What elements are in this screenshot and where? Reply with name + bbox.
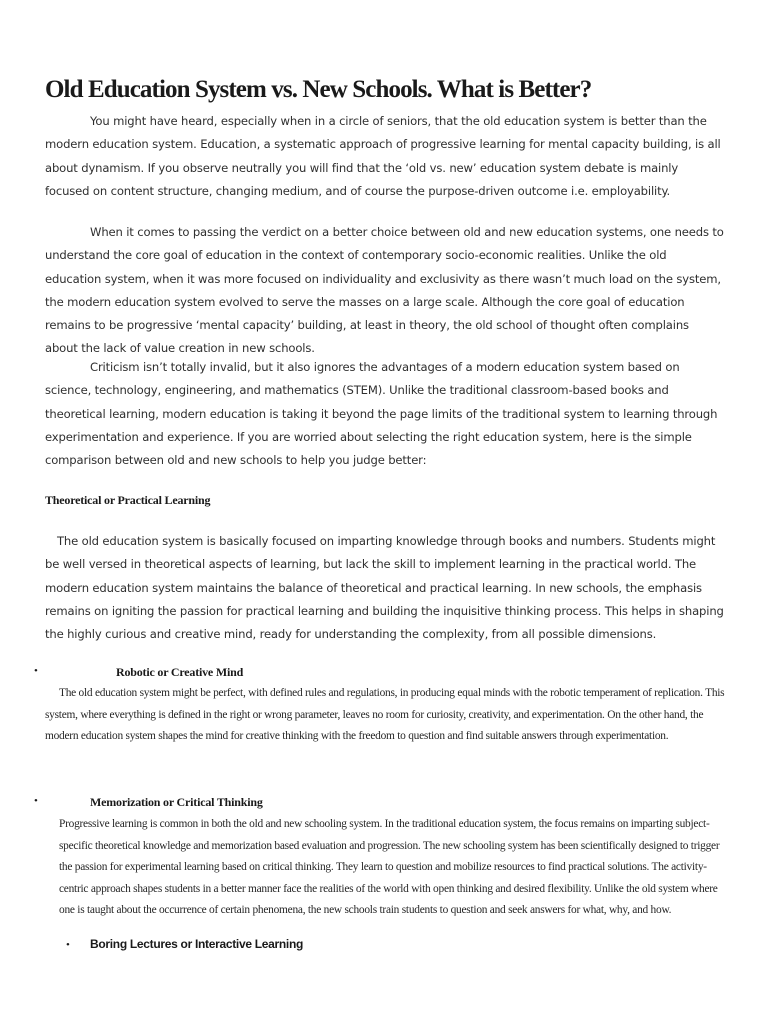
robotic-paragraph: The old education system might be perfect, with defined rules and regulations, in producing equal minds with the robotic temperament of replication. This system, where everything is defined in the right or wrong parameter, leaves no room for curiosity, creativity, and experimentation. On the other hand, the modern education system shapes the mind for creative thinking with the freedom to question and find suitable answers through experimentation. — [45, 687, 725, 742]
intro-paragraph: You might have heard, especially when in a circle of seniors, that the old education system is better than the modern education system. Education, a systematic approach of progressive learning for mental capacity building, is all about dynamism. If you observe neutrally you will find that the ‘old vs. new’ education system debate is mainly focused on content structure, changing medium, and of course the purpose-driven outcome i.e. employability. — [45, 114, 721, 198]
section-heading-theoretical: Theoretical or Practical Learning — [45, 493, 211, 507]
theoretical-paragraph: The old education system is basically focused on imparting knowledge through books and numbers. Students might be well versed in theoretical aspects of learning, but lack the skill to implement learning in the practical world. The modern education system maintains the balance of theoretical and practical learning. In new schools, the emphasis remains on igniting the passion for practical learning and building the inquisitive thinking process. This helps in shaping the highly curious and creative mind, ready for understanding the complexity, from all possible dimensions. — [45, 534, 724, 642]
verdict-paragraph: When it comes to passing the verdict on a better choice between old and new education systems, one needs to understand the core goal of education in the context of contemporary socio-economic realities. Unlike the old education system, when it was more focused on individuality and exclusivity as there wasn’t much load on the system, the modern education system evolved to serve the masses on a large scale. Although the core goal of education remains to be progressive ‘mental capacity’ building, at least in theory, the old school of thought often complains about the lack of value creation in new schools. — [45, 225, 724, 356]
bullet-boring: • — [66, 939, 70, 951]
criticism-paragraph: Criticism isn’t totally invalid, but it also ignores the advantages of a modern education system based on science, technology, engineering, and mathematics (STEM). Unlike the traditional classroom-based books and theoretical learning, modern education is taking it beyond the page limits of the traditional system to learning through experimentation and experience. If you are worried about selecting the right education system, here is the simple comparison between old and new schools to help you judge better: — [45, 360, 718, 468]
section-heading-memorization: Memorization or Critical Thinking — [90, 795, 263, 809]
section-heading-robotic: Robotic or Creative Mind — [116, 665, 244, 679]
bullet-memorization: • — [34, 795, 38, 807]
bullet-robotic: • — [34, 665, 38, 677]
page-title: Old Education System vs. New Schools. What is Better? — [45, 76, 592, 103]
section-heading-boring: Boring Lectures or Interactive Learning — [90, 937, 304, 951]
memorization-paragraph: Progressive learning is common in both the old and new schooling system. In the traditional education system, the focus remains on imparting subject-specific theoretical knowledge and memorization based evaluation and progression. The new schooling system has been scientifically designed to trigger the passion for experimental learning based on critical thinking. They learn to question and mobilize resources to find practical solutions. The activity-centric approach shapes students in a better manner face the realities of the world with open thinking and desired flexibility. Unlike the old system where one is taught about the occurrence of certain phenomena, the new schools train students to question and seek answers for what, why, and how. — [59, 818, 720, 916]
